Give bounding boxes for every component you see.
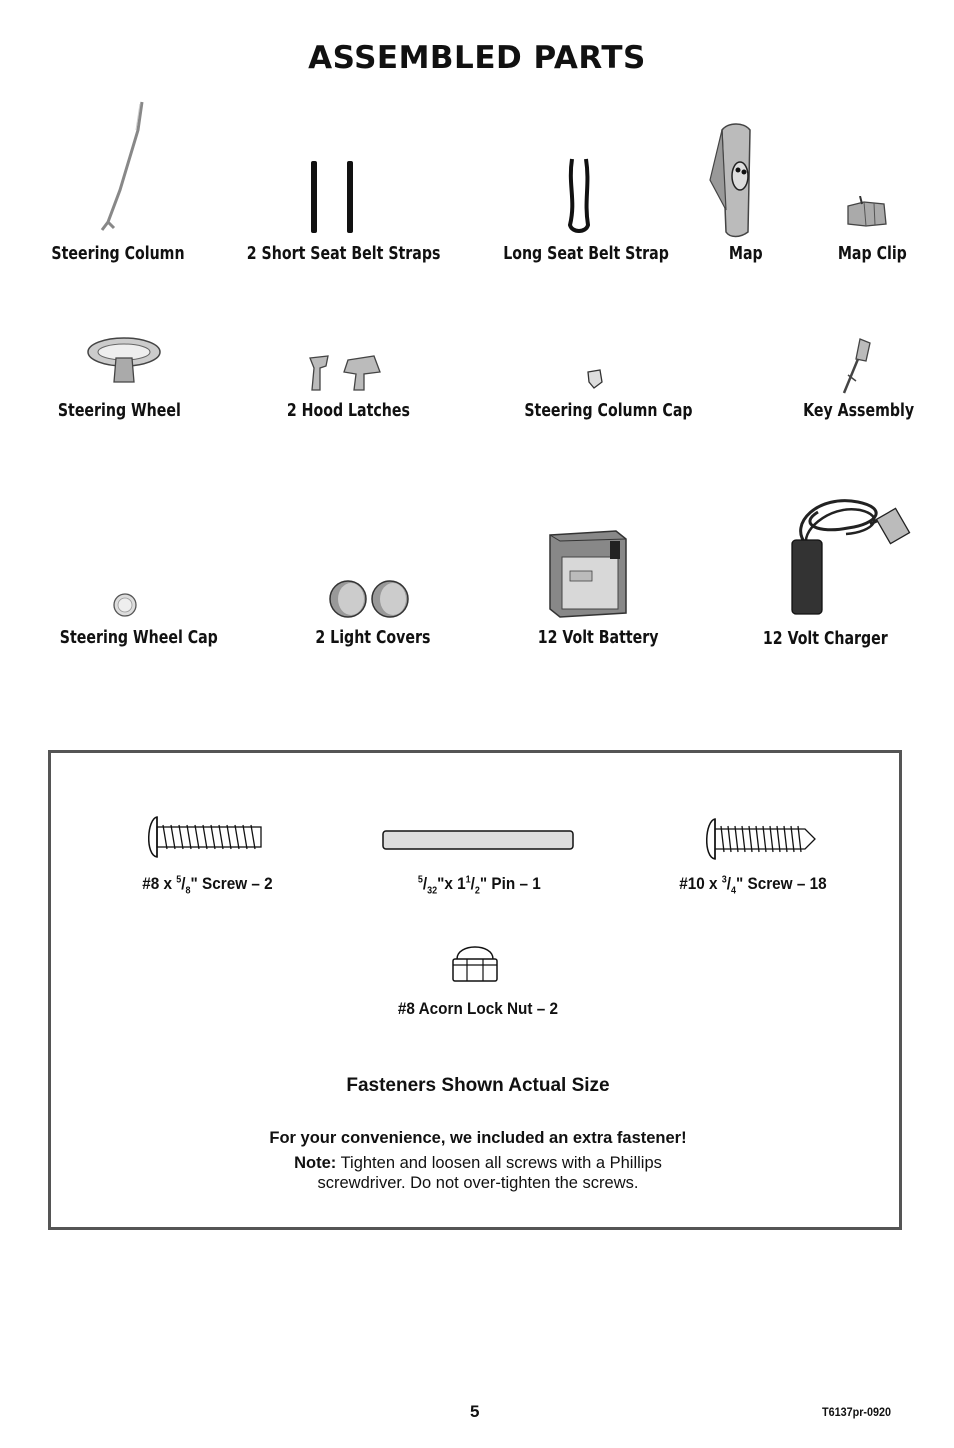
map-clip-image [844, 196, 890, 230]
steering-wheel-cap-image [112, 592, 138, 618]
battery-image [546, 527, 630, 619]
document-code: T6137pr-0920 [822, 1405, 892, 1419]
label-battery: 12 Volt Battery [537, 628, 659, 648]
label-steering-column-cap: Steering Column Cap [524, 401, 693, 421]
label-map-clip: Map Clip [837, 244, 907, 264]
label-steering-wheel-cap: Steering Wheel Cap [59, 628, 218, 648]
screw-10-icon [701, 817, 821, 861]
key-assembly-image [836, 335, 876, 397]
steering-wheel-image [84, 330, 164, 390]
label-map: Map [728, 244, 763, 264]
page-title: ASSEMBLED PARTS [308, 40, 646, 76]
map-image [708, 120, 758, 238]
fasteners-box [48, 750, 902, 1230]
label-hood-latches: 2 Hood Latches [286, 401, 410, 421]
label-screw-10: #10 x $^3/_4$" Screw – 18 [679, 874, 827, 897]
label-light-covers: 2 Light Covers [315, 628, 431, 648]
extra-fastener-text: For your convenience, we included an extra fastener! [269, 1129, 687, 1147]
charger-image [778, 494, 914, 618]
label-screw-8: #8 x $^5/_8$" Screw – 2 [142, 874, 273, 897]
acorn-nut-icon [449, 939, 501, 985]
steering-column-image [90, 100, 150, 235]
label-steering-column: Steering Column [51, 244, 185, 264]
label-pin: $^5/_{32}"x$ $1^1/_2$" Pin – 1 [417, 874, 541, 897]
hood-latches-image [304, 352, 384, 394]
note-text-line2: screwdriver. Do not over-tighten the screws. [317, 1174, 639, 1192]
note-text: Note: Tighten and loosen all screws with a Phillips [294, 1154, 662, 1172]
long-seat-belt-strap-image [562, 155, 596, 237]
short-seat-belt-straps-image [305, 158, 360, 236]
label-acorn-nut: #8 Acorn Lock Nut – 2 [397, 999, 559, 1018]
label-key-assembly: Key Assembly [803, 401, 915, 421]
label-long-seat-belt-strap: Long Seat Belt Strap [503, 244, 669, 264]
page-number: 5 [470, 1402, 480, 1421]
light-covers-image [328, 578, 410, 620]
pin-icon [381, 828, 575, 852]
label-short-seat-belt-straps: 2 Short Seat Belt Straps [246, 244, 441, 264]
steering-column-cap-image [585, 368, 605, 390]
label-steering-wheel: Steering Wheel [57, 401, 181, 421]
label-charger: 12 Volt Charger [762, 629, 888, 649]
actual-size-heading: Fasteners Shown Actual Size [346, 1075, 610, 1096]
screw-8-icon [143, 815, 265, 859]
